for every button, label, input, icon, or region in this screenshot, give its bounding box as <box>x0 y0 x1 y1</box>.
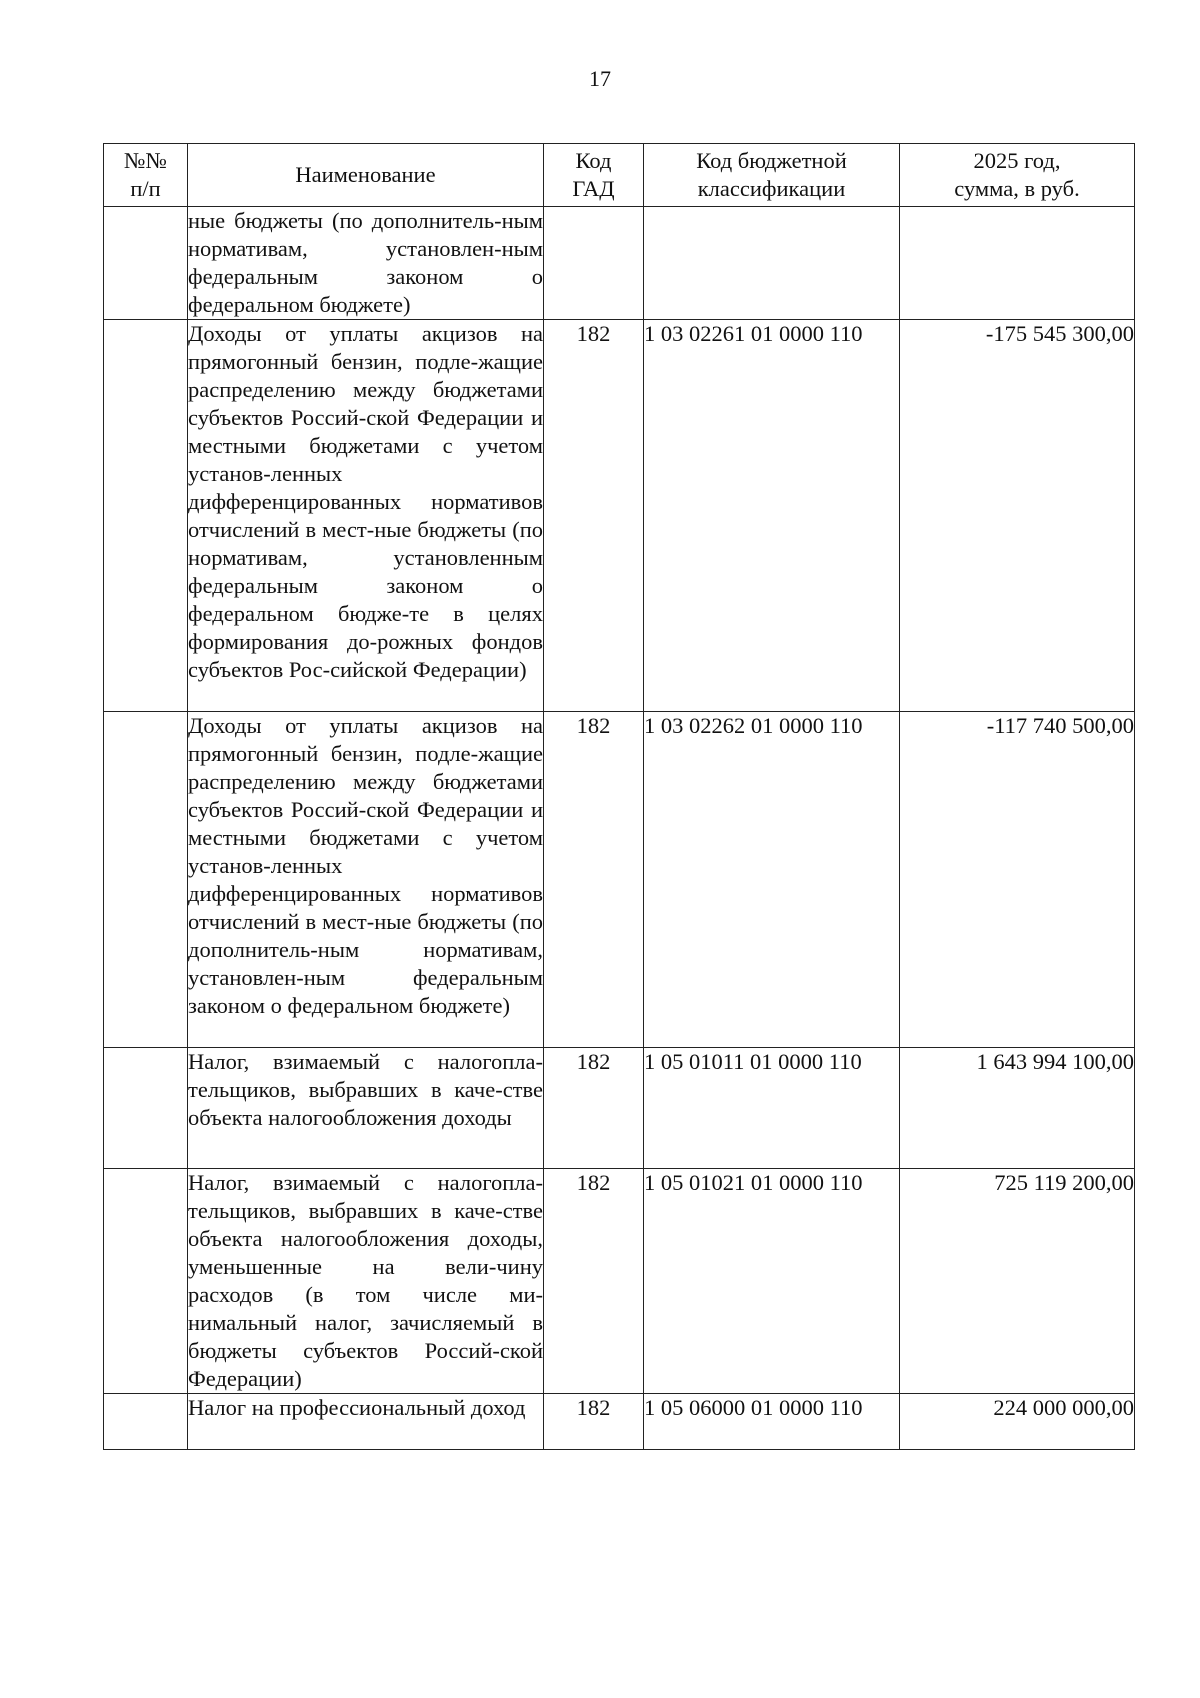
row-kbk <box>644 207 900 320</box>
row-kbk: 1 05 01011 01 0000 110 <box>644 1048 900 1169</box>
row-sum: 725 119 200,00 <box>900 1169 1135 1394</box>
header-sum-line2: сумма, в руб. <box>954 176 1080 201</box>
table-row <box>104 1394 1135 1450</box>
header-name-line1: Наименование <box>295 162 436 187</box>
row-name: ные бюджеты (по дополнитель-ным нормативам, установлен-ным федеральным законом о федеральном бюджете) <box>188 207 544 320</box>
row-num <box>104 320 188 712</box>
header-gad-line1: Код <box>575 148 612 173</box>
row-sum <box>900 207 1135 320</box>
row-num <box>104 1048 188 1169</box>
header-gad-line2: ГАД <box>572 176 615 201</box>
row-name: Доходы от уплаты акцизов на прямогонный бензин, подле-жащие распределению между бюджетами субъектов Россий-ской Федерации и местными бюджетами с учетом установ-ленных дифференцированных нормативов отчислений в мест-ные бюджеты (по нормативам, установленным федеральным законом о федеральном бюдже-те в целях формирования до-рожных фондов субъектов Рос-сийской Федерации) <box>188 320 544 712</box>
row-num <box>104 712 188 1048</box>
row-sum: 224 000 000,00 <box>900 1394 1135 1450</box>
table-header-row <box>104 144 1135 207</box>
header-num-line1: №№ <box>124 148 167 173</box>
row-gad <box>544 207 644 320</box>
row-kbk: 1 03 02261 01 0000 110 <box>644 320 900 712</box>
header-kbk-line2: классификации <box>697 176 846 201</box>
row-name: Налог на профессиональный доход <box>188 1394 544 1450</box>
table-row <box>104 712 1135 1048</box>
budget-revenue-table <box>103 143 1135 1450</box>
header-sum-line1: 2025 год, <box>973 148 1061 173</box>
row-sum: -117 740 500,00 <box>900 712 1135 1048</box>
row-gad: 182 <box>544 320 644 712</box>
header-name <box>188 144 544 207</box>
row-kbk: 1 05 06000 01 0000 110 <box>644 1394 900 1450</box>
row-kbk: 1 03 02262 01 0000 110 <box>644 712 900 1048</box>
row-name: Доходы от уплаты акцизов на прямогонный бензин, подле-жащие распределению между бюджетами субъектов Россий-ской Федерации и местными бюджетами с учетом установ-ленных дифференцированных нормативов отчислений в мест-ные бюджеты (по дополнитель-ным нормативам, установлен-ным федеральным законом о федеральном бюджете) <box>188 712 544 1048</box>
row-sum: -175 545 300,00 <box>900 320 1135 712</box>
row-sum: 1 643 994 100,00 <box>900 1048 1135 1169</box>
table-row <box>104 207 1135 320</box>
row-name: Налог, взимаемый с налогопла-тельщиков, выбравших в каче-стве объекта налогообложения доходы, уменьшенные на вели-чину расходов (в том числе ми-нимальный налог, зачисляемый в бюджеты субъектов Россий-ской Федерации) <box>188 1169 544 1394</box>
header-kbk <box>644 144 900 207</box>
row-num <box>104 207 188 320</box>
header-gad <box>544 144 644 207</box>
table-row <box>104 1048 1135 1169</box>
row-num <box>104 1394 188 1450</box>
row-kbk: 1 05 01021 01 0000 110 <box>644 1169 900 1394</box>
row-gad: 182 <box>544 1169 644 1394</box>
table-row <box>104 320 1135 712</box>
header-num-line2: п/п <box>130 176 161 201</box>
page-number: 17 <box>589 66 611 91</box>
row-num <box>104 1169 188 1394</box>
row-gad: 182 <box>544 1394 644 1450</box>
row-gad: 182 <box>544 712 644 1048</box>
header-sum <box>900 144 1135 207</box>
row-name: Налог, взимаемый с налогопла-тельщиков, выбравших в каче-стве объекта налогообложения доходы <box>188 1048 544 1169</box>
header-num <box>104 144 188 207</box>
row-gad: 182 <box>544 1048 644 1169</box>
table-row <box>104 1169 1135 1394</box>
header-kbk-line1: Код бюджетной <box>696 148 847 173</box>
